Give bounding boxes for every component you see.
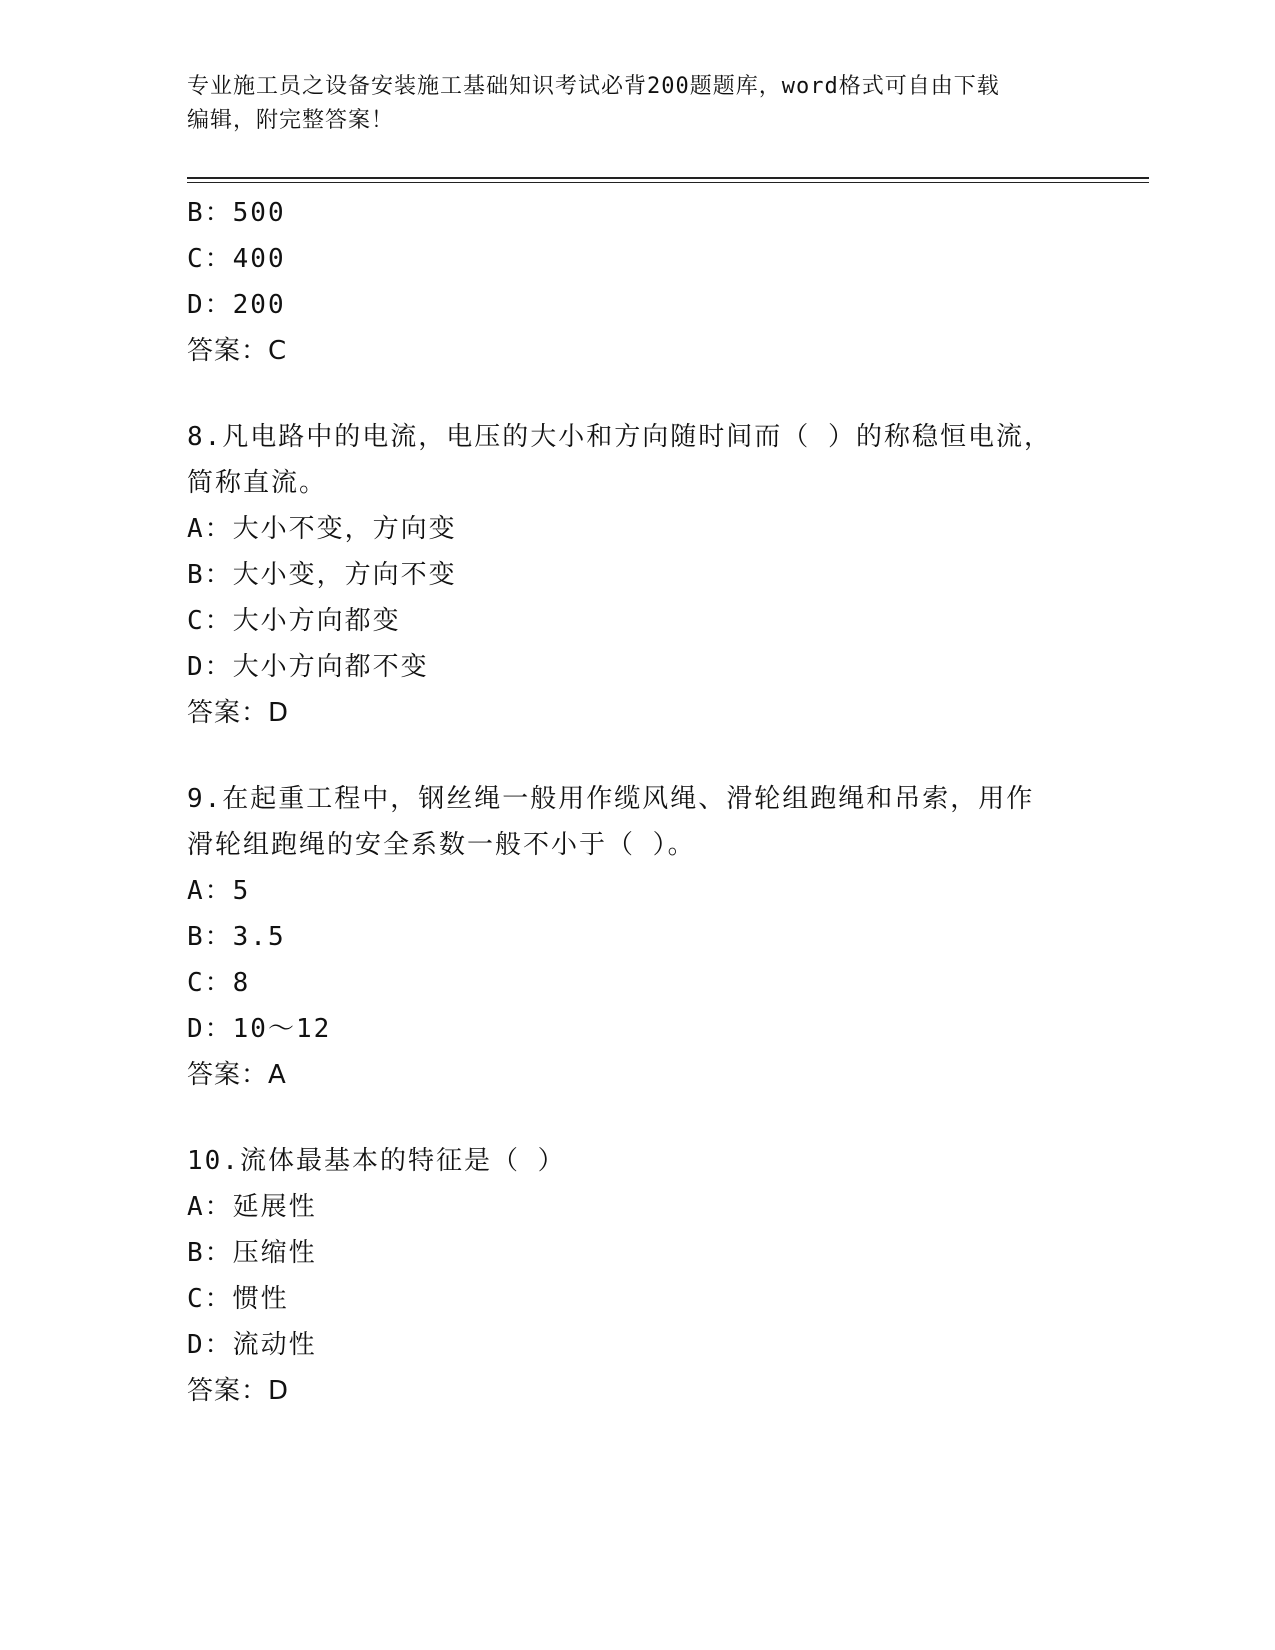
answer-line: 答案：D (187, 698, 290, 728)
option-text: 10～12 (232, 1014, 332, 1044)
option-text: 流动性 (232, 1330, 317, 1360)
option-b (187, 1230, 1087, 1276)
option-c (187, 598, 1087, 644)
question-9 (187, 776, 1087, 1098)
question-text-line-2: 简称直流。 (187, 468, 328, 498)
option-key: A： (187, 514, 233, 544)
header-title-line-1: 专业施工员之设备安装施工基础知识考试必背200题题库，word格式可自由下载 (187, 74, 1000, 99)
question-text-line-1: 9.在起重工程中，钢丝绳一般用作缆风绳、滑轮组跑绳和吊索，用作 (187, 784, 1035, 814)
question-text-line-1: 10.流体最基本的特征是（ ） (187, 1146, 566, 1176)
answer-line: 答案：D (187, 1376, 290, 1406)
option-key: D： (187, 1014, 233, 1044)
option-text: 5 (232, 876, 251, 906)
option-text: 大小不变，方向变 (232, 514, 457, 544)
option-key: A： (187, 1192, 233, 1222)
option-key: C： (187, 1284, 233, 1314)
option-text: 压缩性 (232, 1238, 317, 1268)
option-key: C： (187, 968, 233, 998)
option-d (187, 282, 1087, 328)
option-text: 500 (232, 198, 286, 228)
question-text-line-2: 滑轮组跑绳的安全系数一般不小于（ ）。 (187, 830, 696, 860)
option-b (187, 914, 1087, 960)
option-a (187, 868, 1087, 914)
question-7-continued (187, 190, 1087, 374)
header-divider-thick (187, 177, 1149, 179)
spacer (187, 736, 1087, 776)
option-text: 大小变，方向不变 (232, 560, 457, 590)
option-text: 延展性 (232, 1192, 317, 1222)
spacer (187, 1098, 1087, 1138)
option-text: 200 (232, 290, 286, 320)
option-c (187, 1276, 1087, 1322)
option-text: 8 (232, 968, 251, 998)
option-d (187, 1322, 1087, 1368)
question-8 (187, 414, 1087, 736)
option-c (187, 960, 1087, 1006)
option-c (187, 236, 1087, 282)
option-text: 大小方向都变 (232, 606, 401, 636)
option-key: B： (187, 1238, 233, 1268)
option-d (187, 644, 1087, 690)
option-key: B： (187, 922, 233, 952)
document-header (187, 70, 1087, 138)
option-b (187, 190, 1087, 236)
option-key: A： (187, 876, 233, 906)
answer-line: 答案：A (187, 1060, 287, 1090)
option-key: D： (187, 652, 233, 682)
answer-line: 答案：C (187, 336, 288, 366)
spacer (187, 374, 1087, 414)
option-a (187, 1184, 1087, 1230)
option-text: 惯性 (232, 1284, 289, 1314)
option-key: B： (187, 198, 233, 228)
option-a (187, 506, 1087, 552)
option-text: 大小方向都不变 (232, 652, 429, 682)
option-key: D： (187, 290, 233, 320)
option-key: B： (187, 560, 233, 590)
option-d (187, 1006, 1087, 1052)
question-content (187, 190, 1087, 1414)
option-key: C： (187, 244, 233, 274)
option-text: 400 (232, 244, 286, 274)
option-key: C： (187, 606, 233, 636)
question-text-line-1: 8.凡电路中的电流，电压的大小和方向随时间而（ ）的称稳恒电流， (187, 422, 1052, 452)
option-key: D： (187, 1330, 233, 1360)
header-title-line-2: 编辑，附完整答案！ (187, 108, 395, 133)
header-divider-thin (187, 182, 1149, 183)
question-10 (187, 1138, 1087, 1414)
option-b (187, 552, 1087, 598)
option-text: 3.5 (232, 922, 286, 952)
